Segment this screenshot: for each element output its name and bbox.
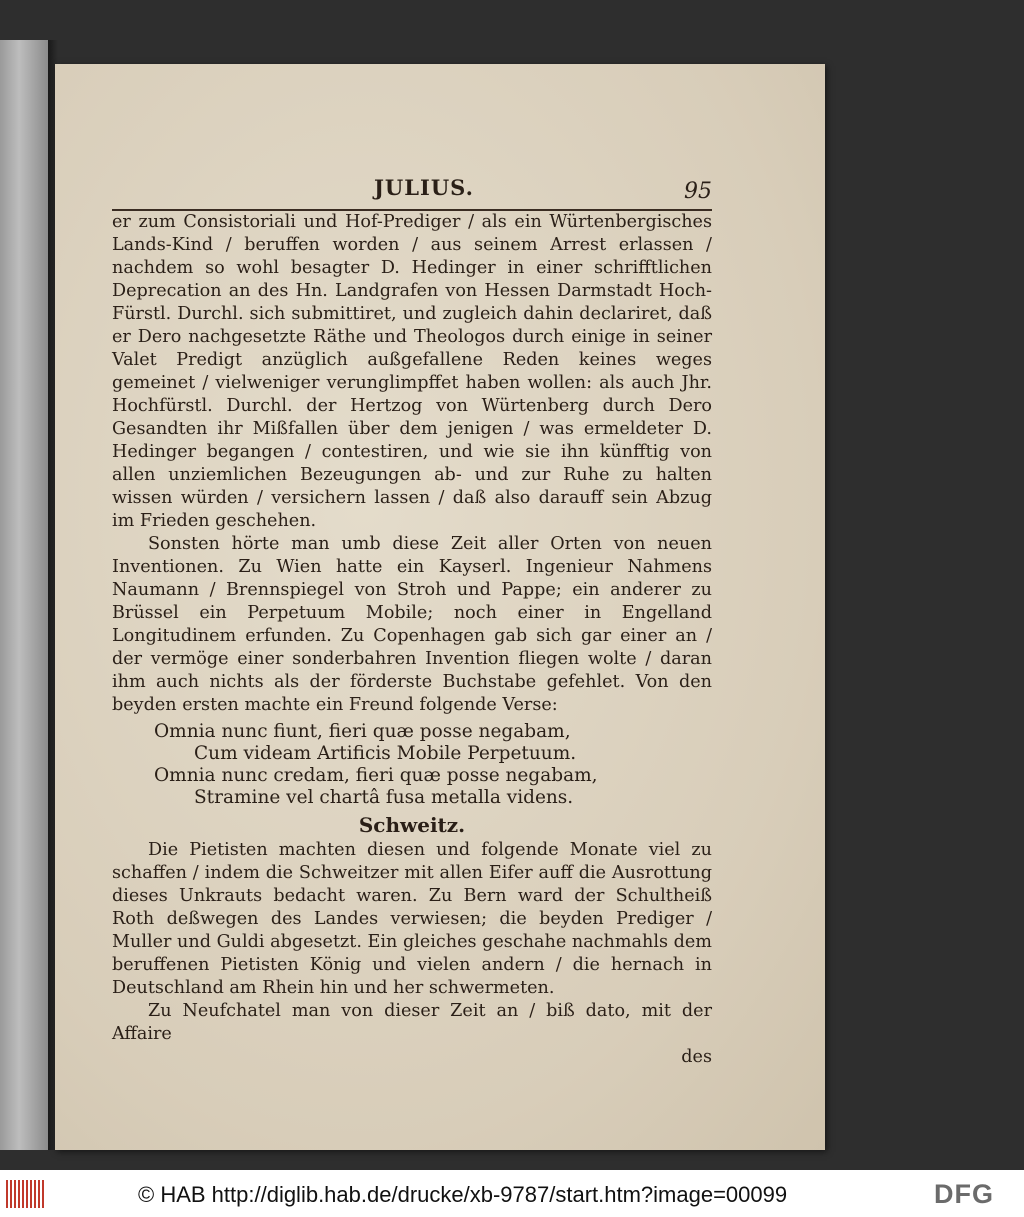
verse-line: Omnia nunc credam, fieri quæ posse negabam, bbox=[154, 765, 598, 786]
section-heading: Schweitz. bbox=[358, 813, 466, 837]
hab-barcode-icon bbox=[6, 1180, 46, 1208]
dfg-logo: DFG bbox=[934, 1179, 994, 1209]
verse-line: Stramine vel chartâ fusa metalla videns. bbox=[194, 787, 574, 808]
verse-line: Omnia nunc fiunt, fieri quæ posse negabam, bbox=[154, 721, 571, 742]
footer-bar bbox=[0, 1170, 1024, 1217]
source-link[interactable]: © HAB http://diglib.hab.de/drucke/xb-9787/start.htm?image=00099 bbox=[138, 1182, 788, 1207]
page-header bbox=[112, 175, 712, 211]
page-number: 95 bbox=[684, 179, 712, 204]
adjacent-page-edge bbox=[0, 40, 48, 1150]
paragraph-pietists: Die Pietisten machten diesen und folgende Monate viel zu schaffen / indem die Schweitzer mit allen Eifer auff die Ausrottung dieses Unkrauts bedacht waren. Zu Bern ward der Schultheiß Roth deßwegen des Landes verwiesen; die beyden Prediger / Muller und Guldi abgesetzt. Ein gleiches geschahe nachmahls dem beruffenen Pietisten König und vielen andern / die hernach in Deutschland am Rhein hin und her schwermeten. bbox=[112, 840, 712, 998]
paragraph-inventions: Sonsten hörte man umb diese Zeit aller Orten von neuen Inventionen. Zu Wien hatte ein Kayserl. Ingenieur Nahmens Naumann / Brennspiegel von Stroh und Pappe; ein anderer zu Brüssel ein Perpetuum Mobile; noch einer in Engelland Longitudinem erfunden. Zu Copenhagen gab sich gar einer an / der vermöge einer sonderbahren Invention fliegen wolte / daran ihm auch nichts als der förderste Buchstabe gefehlet. Von den beyden ersten machte ein Freund folgende Verse: bbox=[112, 534, 712, 715]
page-text bbox=[112, 175, 712, 1069]
verse-line: Cum videam Artificis Mobile Perpetuum. bbox=[194, 743, 577, 764]
running-head: JULIUS. bbox=[374, 175, 474, 200]
latin-verse bbox=[112, 721, 712, 809]
paragraph-neufchatel: Zu Neufchatel man von dieser Zeit an / biß dato, mit der Affaire bbox=[112, 1001, 712, 1044]
catchword: des bbox=[681, 1047, 712, 1067]
paragraph-hedinger: er zum Consistoriali und Hof-Prediger / als ein Würtenbergisches Lands-Kind / beruffen worden / aus seinem Arrest erlassen / nachdem so wohl besagter D. Hedinger in einer schrifftlichen Deprecation an des Hn. Landgrafen von Hessen Darmstadt Hoch-Fürstl. Durchl. sich submittiret, und zugleich dahin declariret, daß er Dero nachgesetzte Räthe und Theologos durch einige in seiner Valet Predigt anzüglich außgefallene Reden keines weges gemeinet / vielweniger verunglimpffet haben wollen: als auch Jhr. Hochfürstl. Durchl. der Hertzog von Würtenberg durch Dero Gesandten ihr Mißfallen über dem jenigen / was ermeldeter D. Hedinger begangen / contestiren, und wie sie ihn künfftig von allen unziemlichen Bezeugungen ab- und zur Ruhe zu halten wissen würden / versichern lassen / daß also darauff sein Abzug im Frieden geschehen. bbox=[112, 212, 712, 531]
